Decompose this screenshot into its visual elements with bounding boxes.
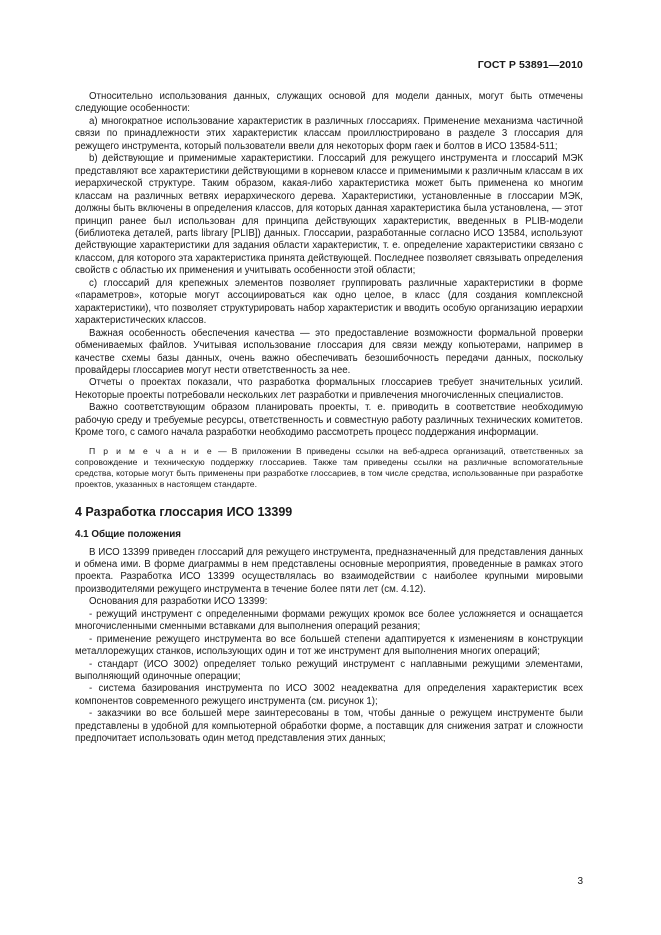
list-item: - заказчики во все большей мере заинтересованы в том, чтобы данные о режущем инструменте были представлены в удобной для компьютерной обработки форме, а поставщик для снижения затрат и сложности предпочитает использовать один метод представления этих данных; bbox=[75, 708, 583, 745]
paragraph: Важно соответствующим образом планировать проекты, т. е. приводить в соответствие необходимую рабочую среду и требуемые ресурсы, ответственность и совместную работу различных технических комитетов. Кроме того, с самого начала разработки необходимо рассмотреть процесс поддержания информации. bbox=[75, 402, 583, 439]
page-number: 3 bbox=[577, 876, 583, 887]
paragraph: Важная особенность обеспечения качества — это предоставление возможности формальной проверки обмениваемых файлов. Учитывая использование глоссария для связи между копьютерами, например в качестве схемы базы данных, очень важно обеспечивать безошибочность передачи данных, поскольку провайдеры глоссариев могут нести ответственность за нее. bbox=[75, 327, 583, 376]
note-label: П р и м е ч а н и е bbox=[89, 445, 214, 456]
document-body bbox=[75, 91, 583, 746]
list-item: - режущий инструмент с определенными формами режущих кромок все более усложняется и оснащается многочисленными сменными вставками для выполнения операций резания; bbox=[75, 608, 583, 633]
list-item-b: b) действующие и применимые характеристики. Глоссарий для режущего инструмента и глоссарий МЭК представляют все характеристики действующими в корневом классе и применимыми к различным классам в их иерархической структуре. Таким образом, какая-либо характеристика может быть применена ко многим классам на различных ветвях иерархического дерева. Характеристики, установленные в глоссарии МЭК, должны быть включены в определения классов, для которых данная характеристика была установлена, — этот принцип ранее был использован для принципа действующих характеристик, введенных в PLIB-модели (библиотека деталей, parts library [PLIB]) данных. Глоссарии, разработанные согласно ИСО 13584, используют действующие характеристики для задания области характеристик, т. е. определение характеристики связано с классом, для которого эта характеристика принята действующей. Последнее позволяет связывать определения свойств с областью их применения и учитывать особенности этой области; bbox=[75, 153, 583, 277]
list-item: - система базирования инструмента по ИСО 3002 неадекватна для определения характеристик всех компонентов современного режущего инструмента (см. рисунок 1); bbox=[75, 683, 583, 707]
note-text: — В приложении В приведены ссылки на веб-адреса организаций, ответственных за сопровождение и техническую поддержку глоссариев. Также там приведены ссылки на различные вспомогательные средства, которые могут быть применены при разработке глоссариев, в том числе средства, использованные при разработке проектов, указанных в настоящем стандарте. bbox=[75, 445, 583, 490]
list-item-a: а) многократное использование характеристик в различных глоссариях. Применение механизма частичной связи по принадлежности этих характеристик классам проиллюстрировано в разделе 3 глоссария для режущего инструмента, который пользователи ввели для некоторых форм гаек и болтов в ИСО 13584-511; bbox=[75, 115, 583, 152]
subsection-title: 4.1 Общие положения bbox=[75, 528, 182, 540]
list-item: - применение режущего инструмента во все большей степени адаптируется к изменениям в конструкции металлорежущих станков, использующих один и тот же инструмент для выполнения многих операций; bbox=[75, 633, 583, 658]
paragraph: Основания для разработки ИСО 13399: bbox=[89, 596, 268, 608]
paragraph: В ИСО 13399 приведен глоссарий для режущего инструмента, предназначенный для представления данных и обмена ими. В форме диаграммы в нем представлены основные мероприятия, проведенные в рамках этого проекта. Разработка ИСО 13399 осуществлялась во взаимодействии с наиболее крупными мировыми производителями режущего инструмента в течение более пяти лет (см. 4.12). bbox=[75, 546, 583, 595]
paragraph: Отчеты о проектах показали, что разработка формальных глоссариев требует значительных усилий. Некоторые проекты потребовали нескольких лет разработки и привлечения многочисленных специалистов. bbox=[75, 377, 583, 401]
section-title: 4 Разработка глоссария ИСО 13399 bbox=[75, 504, 293, 519]
list-item-c: с) глоссарий для крепежных элементов позволяет группировать различные характеристики в форме «параметров», которые могут ассоциироваться как одно целое, в класс (для создания комплексной характеристики), что позволяет структурировать набор характеристик и вводить особую организацию иерархии характеристических классов. bbox=[75, 277, 583, 327]
standard-code: ГОСТ Р 53891—2010 bbox=[477, 59, 583, 71]
paragraph: Относительно использования данных, служащих основой для модели данных, могут быть отмечены следующие особенности: bbox=[75, 91, 583, 115]
note-block bbox=[75, 446, 583, 491]
list-item: - стандарт (ИСО 3002) определяет только режущий инструмент с наплавными режущими элементами, выполняющий одиночные операции; bbox=[75, 658, 583, 683]
